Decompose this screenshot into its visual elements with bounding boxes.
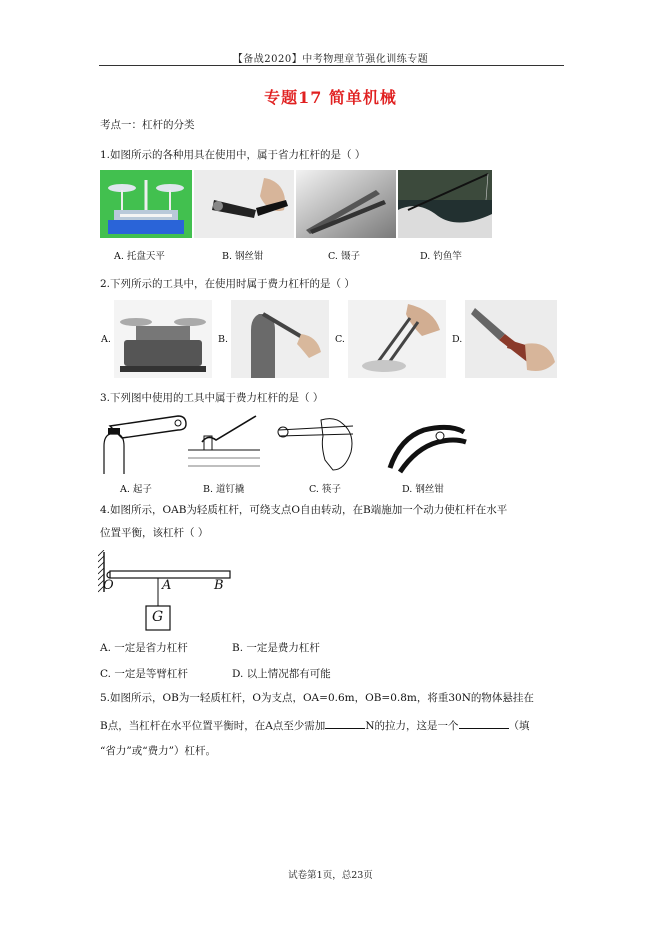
q2-stem: 2.下列所示的工具中，在使用时属于费力杠杆的是（ ） xyxy=(100,278,355,290)
q4-stem-line2: 位置平衡，该杠杆（ ） xyxy=(100,527,209,539)
point-b-label: B xyxy=(214,578,224,593)
point-o-label: O xyxy=(103,578,114,593)
balance-photo xyxy=(100,170,192,238)
q2-label-a: A. xyxy=(101,334,111,345)
chopsticks-drawing xyxy=(273,412,363,474)
pliers-photo-2 xyxy=(465,300,557,378)
q3-caption-b: B. 道钉撬 xyxy=(203,484,245,495)
q2-label-c: C. xyxy=(335,334,345,345)
point-a-label: A xyxy=(162,578,172,593)
q5-blank-force[interactable] xyxy=(325,719,365,729)
q4-option-d: D. 以上情况都有可能 xyxy=(232,668,331,680)
pliers-photo xyxy=(194,170,294,238)
q4-option-c: C. 一定是等臂杠杆 xyxy=(100,668,188,680)
q3-caption-d: D. 钢丝钳 xyxy=(402,484,444,495)
q5-line2-part-c: （填 xyxy=(508,720,530,732)
q5-line1: 5.如图所示，OB为一轻质杠杆，O为支点，OA=0.6m，OB=0.8m，将重30N的物体悬挂在 xyxy=(100,692,534,704)
page-title: 专题17 简单机械 xyxy=(264,88,397,107)
page-header: 【备战2020】中考物理章节强化训练专题 xyxy=(232,54,429,65)
q1-caption-b: B. 钢丝钳 xyxy=(222,251,264,262)
tongs-photo xyxy=(348,300,446,378)
weight-g-label: G xyxy=(152,609,164,625)
bottle-opener-photo xyxy=(231,300,329,378)
q5-blank-type[interactable] xyxy=(459,719,509,729)
balance-photo-2 xyxy=(114,300,212,378)
q4-option-a: A. 一定是省力杠杆 xyxy=(100,642,188,654)
tweezers-photo xyxy=(296,170,396,238)
q4-option-b: B. 一定是费力杠杆 xyxy=(232,642,320,654)
nail-puller-drawing xyxy=(188,412,260,474)
bottle-opener-drawing xyxy=(100,412,190,474)
fishing-rod-photo xyxy=(398,170,492,238)
header-rule xyxy=(99,65,564,66)
q5-line2 xyxy=(100,719,530,733)
page-footer: 试卷第1页，总23页 xyxy=(288,870,373,881)
q3-caption-c: C. 筷子 xyxy=(309,484,341,495)
q3-caption-a: A. 起子 xyxy=(120,484,152,495)
q5-line2-part-b: N的拉力，这是一个 xyxy=(365,720,459,732)
q4-stem-line1: 4.如图所示，OAB为轻质杠杆，可绕支点O自由转动，在B端施加一个动力使杠杆在水平 xyxy=(100,504,508,516)
q1-caption-a: A. 托盘天平 xyxy=(114,251,165,262)
q3-stem: 3.下列图中使用的工具中属于费力杠杆的是（ ） xyxy=(100,392,324,404)
q1-caption-c: C. 镊子 xyxy=(328,251,360,262)
pliers-drawing xyxy=(380,418,468,474)
q5-line2-part-a: B点，当杠杆在水平位置平衡时，在A点至少需加 xyxy=(100,720,326,732)
lever-diagram xyxy=(98,550,240,642)
q2-label-d: D. xyxy=(452,334,463,345)
q1-caption-d: D. 钓鱼竿 xyxy=(420,251,462,262)
section-heading: 考点一：杠杆的分类 xyxy=(100,119,195,131)
q1-stem: 1.如图所示的各种用具在使用中，属于省力杠杆的是（ ） xyxy=(100,149,366,161)
q5-line3: “省力”或“费力”）杠杆。 xyxy=(100,745,216,757)
q2-label-b: B. xyxy=(218,334,229,345)
